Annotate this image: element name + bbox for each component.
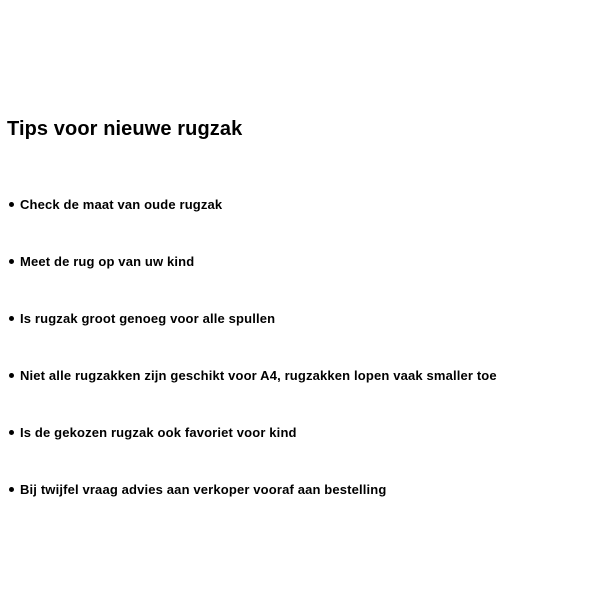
tip-text: Check de maat van oude rugzak: [20, 197, 223, 212]
list-item: [7, 466, 597, 523]
bullet-icon: [9, 316, 14, 321]
tip-text: Meet de rug op van uw kind: [20, 254, 195, 269]
list-item: [7, 181, 597, 238]
tips-list: [7, 181, 597, 523]
bullet-icon: [9, 202, 14, 207]
page-title: Tips voor nieuwe rugzak: [7, 118, 243, 140]
tip-text: Bij twijfel vraag advies aan verkoper vooraf aan bestelling: [20, 482, 387, 497]
list-item: [7, 295, 597, 352]
list-item: [7, 352, 597, 409]
tip-text: Niet alle rugzakken zijn geschikt voor A4, rugzakken lopen vaak smaller toe: [20, 368, 497, 383]
bullet-icon: [9, 259, 14, 264]
tip-text: Is rugzak groot genoeg voor alle spullen: [20, 311, 276, 326]
bullet-icon: [9, 430, 14, 435]
tip-text: Is de gekozen rugzak ook favoriet voor kind: [20, 425, 297, 440]
list-item: [7, 409, 597, 466]
list-item: [7, 238, 597, 295]
bullet-icon: [9, 373, 14, 378]
bullet-icon: [9, 487, 14, 492]
